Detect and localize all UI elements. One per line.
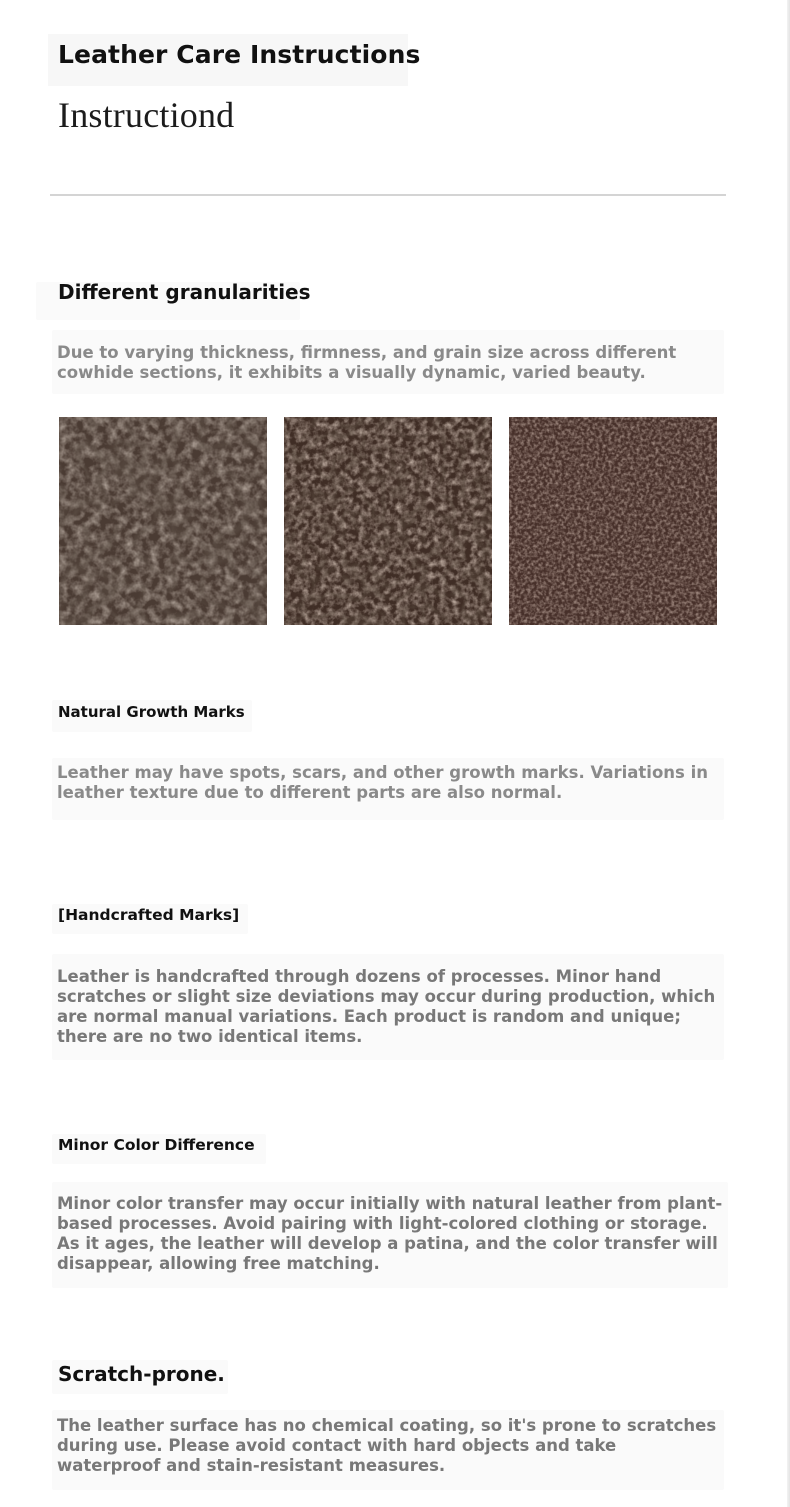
section-heading-color-difference: Minor Color Difference — [58, 1136, 255, 1154]
section-body-growth-marks: Leather may have spots, scars, and other growth marks. Variations in leather texture due to different parts are also normal. — [57, 763, 709, 802]
section-heading-scratch-prone: Scratch-prone. — [58, 1362, 225, 1386]
section-body-color-difference: Minor color transfer may occur initially with natural leather from plant-based processes. Avoid pairing with light-colored clothing or storage. As it ages, the leather will develop a patina, and the color transfer will disappear, allowing free matching. — [57, 1194, 723, 1273]
section-heading-growth-marks: Natural Growth Marks — [58, 703, 245, 721]
page-title: Leather Care Instructions — [58, 40, 421, 69]
section-body-handcrafted: Leather is handcrafted through dozens of processes. Minor hand scratches or slight size deviations may occur during production, which are normal manual variations. Each product is random and unique; there are no two identical items. — [57, 967, 716, 1046]
leather-texture-image — [59, 417, 267, 625]
coarse-grain-swatch — [59, 417, 267, 625]
page-subtitle: Instructiond — [58, 95, 235, 135]
section-body-scratch-prone: The leather surface has no chemical coating, so it's prone to scratches during use. Please avoid contact with hard objects and take waterproof and stain-resistant measures. — [57, 1416, 717, 1475]
section-body-granularities: Due to varying thickness, firmness, and grain size across different cowhide sections, it exhibits a visually dynamic, varied beauty. — [57, 343, 677, 382]
leather-texture-image — [284, 417, 492, 625]
fine-grain-swatch — [509, 417, 717, 625]
medium-grain-swatch — [284, 417, 492, 625]
leather-texture-image — [509, 417, 717, 625]
section-heading-handcrafted: [Handcrafted Marks] — [58, 906, 240, 924]
header-divider — [50, 194, 726, 196]
section-heading-granularities: Different granularities — [58, 280, 311, 304]
